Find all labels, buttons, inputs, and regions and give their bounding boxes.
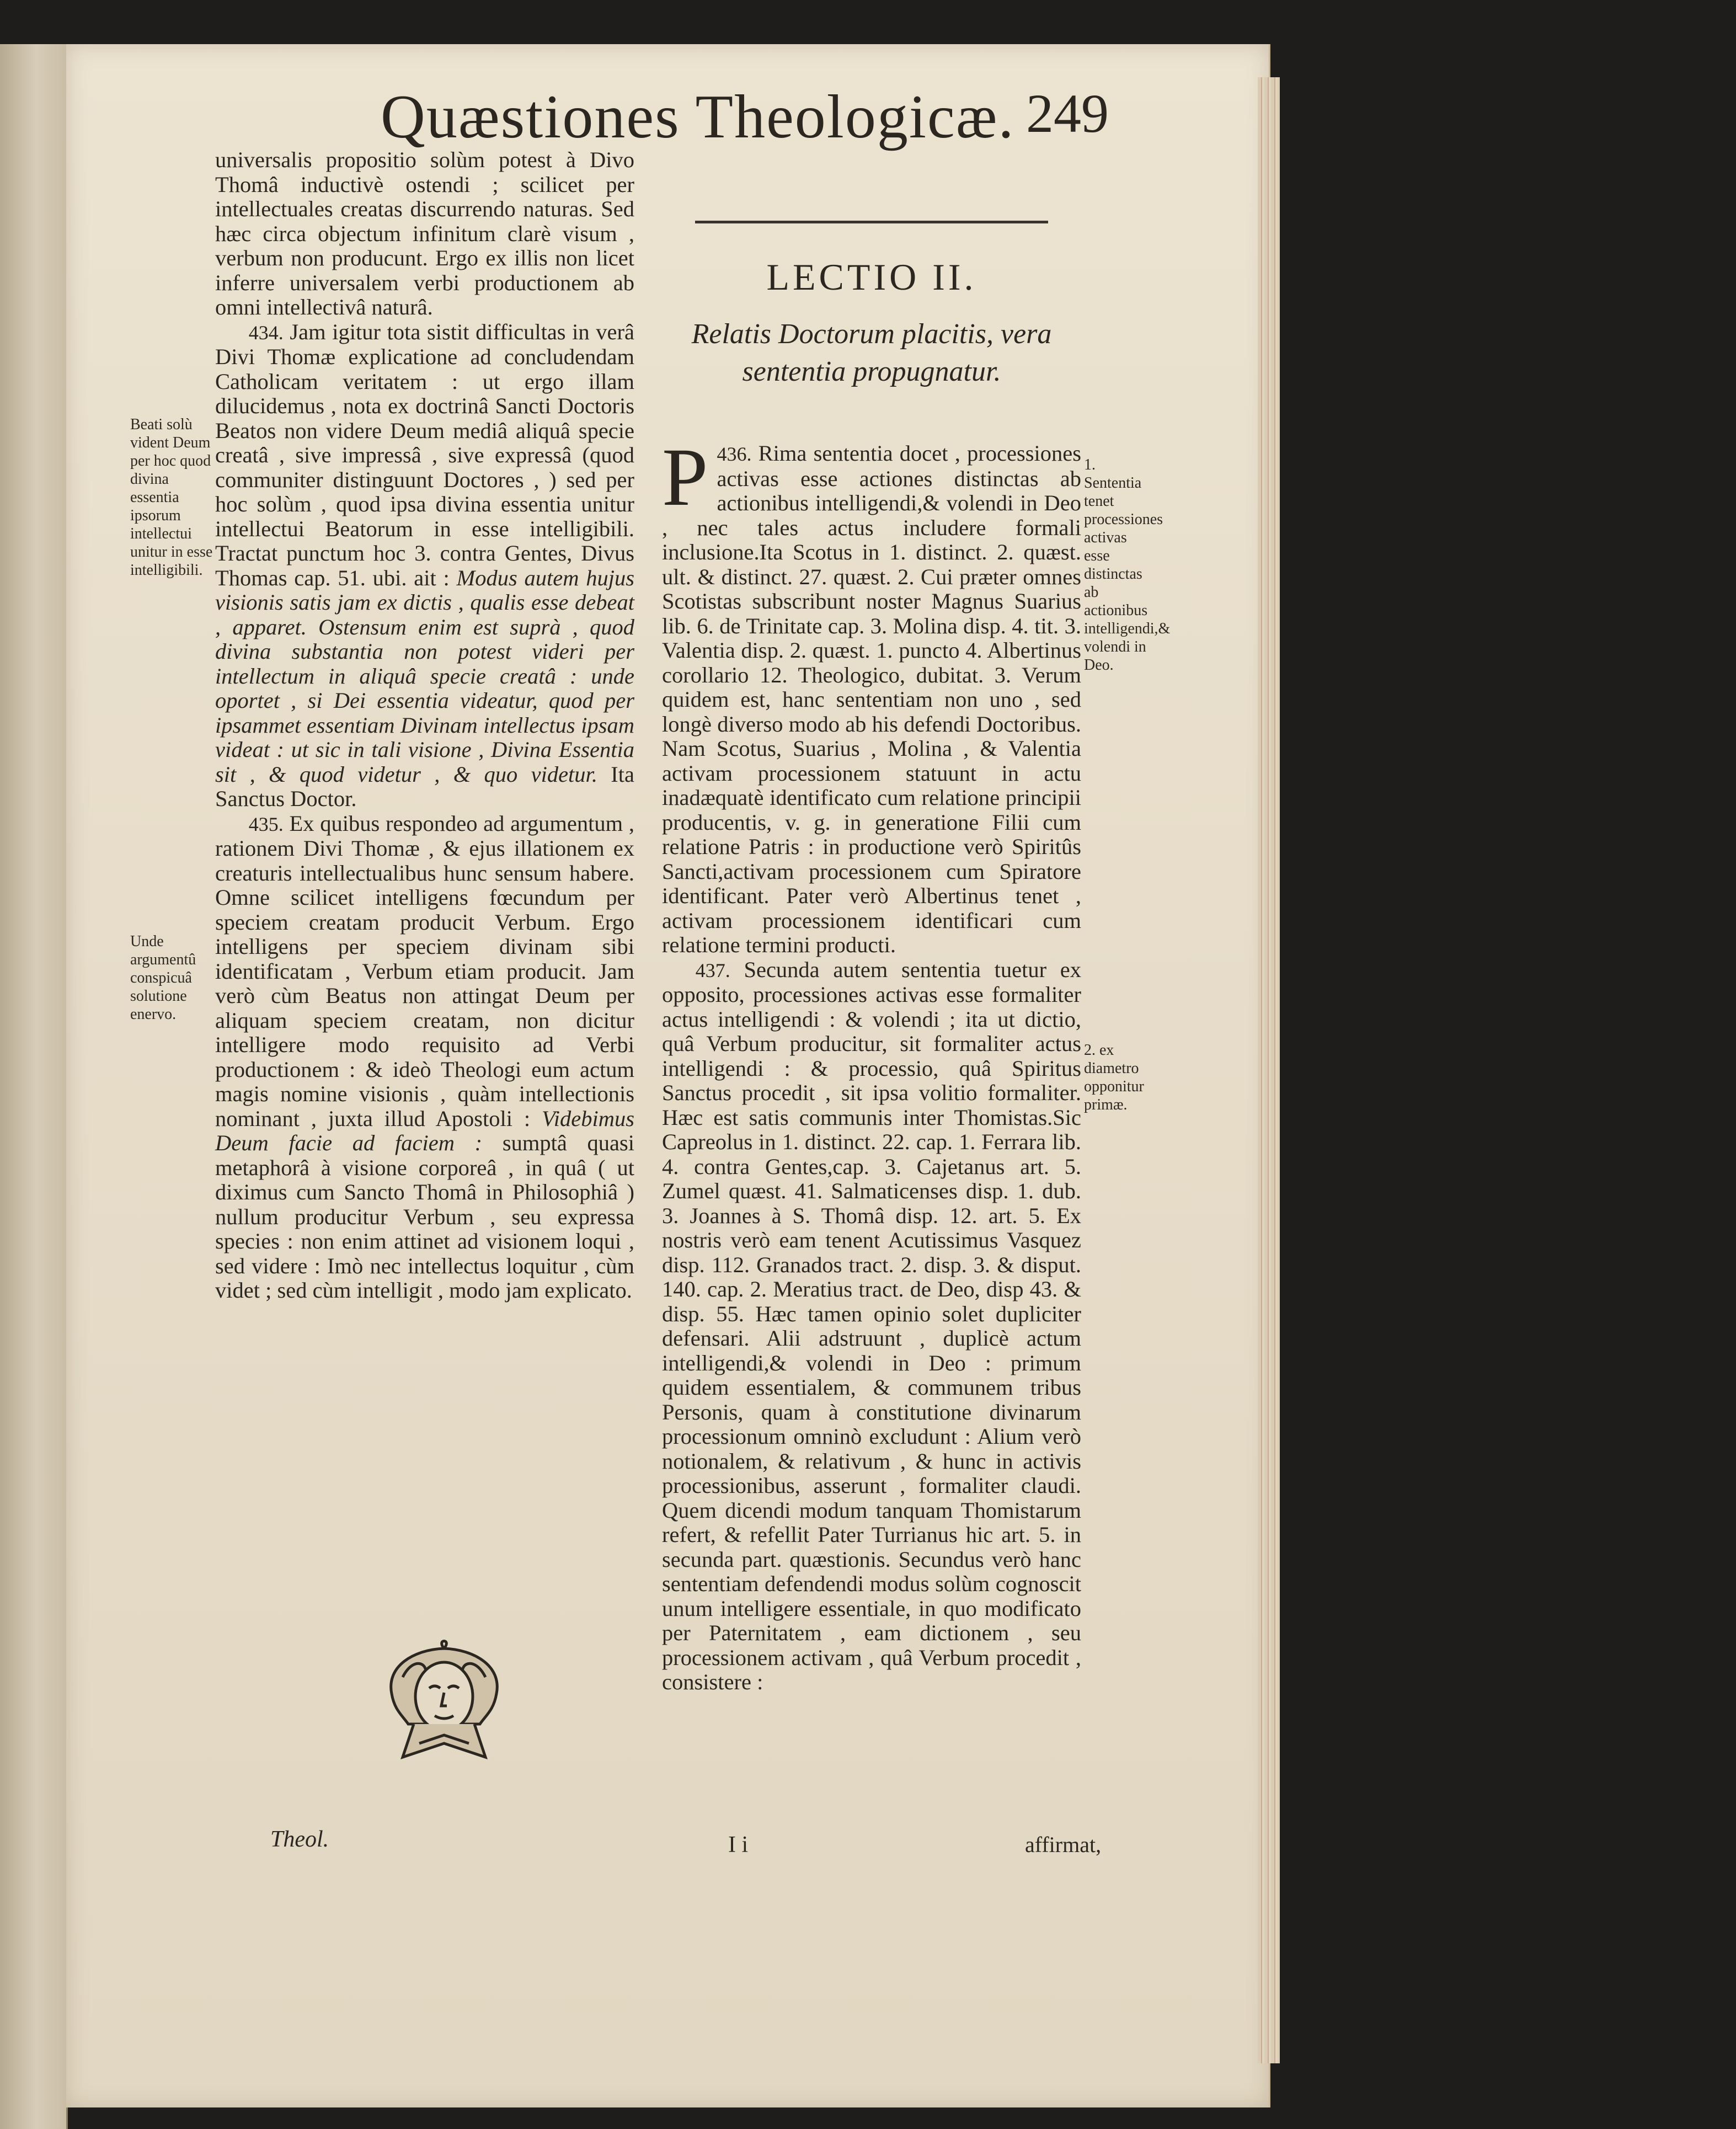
lectio-title: LECTIO II. (766, 256, 977, 298)
paragraph-number-434: 434. (248, 321, 284, 344)
margin-note-unde: Unde argumentû conspicuâ solutione enervo. (130, 933, 196, 1023)
right-paragraph-436 (662, 431, 1081, 958)
previous-page-edge (0, 44, 68, 2129)
paragraph-number-437: 437. (695, 959, 730, 981)
left-paragraph-435-text: Ex quibus respondeo ad argumentum , rationem Divi Thomæ , & ejus illationem ex creaturis intellectualibus hunc sensum habere. Omne scilicet intelligens fœcundum per speciem creatam producit Verbum. Ergo intelligens per speciem divinam sibi identificatam , Verbum etiam producit. Jam verò cùm Beatus non attingat Deum per aliquam speciem creatam, non dicitur intelligere modo requisito ad Verbi productionem : & ideò Theologi eum actum magis nomine visionis , quàm intellectionis nominant , juxta illud Apostoli : (215, 810, 634, 1131)
right-column (662, 431, 1082, 1870)
right-paragraph-437 (662, 958, 1081, 1695)
catchword: affirmat, (1025, 1832, 1102, 1857)
right-paragraph-437-text: Secunda autem sententia tuetur ex opposito, processiones activas esse formaliter actus intelligendi : & volendi ; ita ut dictio, quâ Verbum producitur, sit formaliter actus intelligendi : & processio, quâ Spiritus Sanctus procedit , sit ipsa volitio formaliter. Hæc est satis communis inter Thomistas.Sic Capreolus in 1. distinct. 22. cap. 1. Ferrara lib. 4. contra Gentes,cap. 3. Cajetanus art. 5. Zumel quæst. 41. Salmaticenses disp. 1. dub. 3. Joannes à S. Thomâ disp. 12. art. 5. Ex nostris verò eam tenent Acutissimus Vasquez disp. 112. Granados tract. 2. disp. 3. & disput. 140. cap. 2. Meratius tract. de Deo, disp 43. & disp. 55. Hæc tamen opinio solet dupliciter defensari. Alii adstruunt , duplicè actum intelligendi,& volendi in Deo : primum quidem essentialem, & communem tribus Personis, quam à constitutione divinarum processionum omninò excludunt : Alium verò notionalem, & relativum , & hunc in activis processionibus, asserunt , formaliter claudi. Quem dicendi modum tanquam Thomistarum refert, & refellit Pater Turrianus hic art. 5. in secunda part. quæstionis. Secundus verò hanc sententiam defendendi modus solùm cognoscit unum intelligere essentiale, in quo modificato per Paternitatem , eam dictionem , seu processionem activam , quâ Verbum procedit , consistere : (662, 957, 1082, 1694)
margin-note-secunda: 2. ex diametro opponitur primæ. (1084, 1042, 1144, 1113)
paragraph-number-436: 436. (717, 443, 752, 465)
left-paragraph-434-end: Ita Sanctus Doctor. (215, 761, 634, 811)
apostle-quote: Videbimus Deum facie ad faciem : (215, 1106, 634, 1155)
right-paragraph-436-text: Rima sententia docet , processiones activas esse actiones distinctas ab actionibus intelligendi,& volendi in Deo , nec tales actus includere formali inclusione.Ita Scotus in 1. distinct. 2. quæst. ult. & distinct. 27. quæst. 2. Cui præter omnes Scotistas subscribunt noster Magnus Suarius lib. 6. de Trinitate cap. 3. Molina disp. 4. tit. 3. Valentia disp. 2. quæst. 1. puncto 4. Albertinus corollario 12. Theologico, dubitat. 3. Verum quidem est, hanc sententiam non uno , sed longè diverso modo ab his defendi Doctoribus. Nam Scotus, Suarius , Molina , & Valentia activam processionem statuunt in actu inadæquatè identificato cum relatione principii producentis, v. g. in generatione Filii cum relatione Patris : in productione verò Spiritûs Sancti,activam processionem cum Spiratore identificant. Pater verò Albertinus tenet , activam processionem identificari cum relatione termini producti. (662, 441, 1081, 957)
left-paragraph-435-text-b: sumptâ quasi metaphorâ à visione corporeâ , in quâ ( ut diximus cum Sancto Thomâ in Philosophiâ ) nullum producitur Verbum , seu expressa species : non enim attinet ad visionem loqui , sed videre : Imò nec intellectus loquitur , cùm videt ; sed cùm intelligit , modo jam explicato. (215, 1130, 635, 1303)
lectio-heading (662, 221, 1081, 391)
page-stack-edge (1258, 77, 1280, 2063)
signature-mark: Theol. (270, 1827, 329, 1852)
left-paragraph-1 (215, 148, 634, 320)
left-paragraph-434 (215, 320, 634, 812)
left-paragraph-1-text: universalis propositio solùm potest à Divo Thomâ inductivè ostendi ; scilicet per intellectuales creatas discurrendo naturas. Sed hæc circa objectum infinitum clarè visum , verbum non producunt. Ergo ex illis non licet inferre universalem verbi productionem ab omni intellectivâ naturâ. (215, 147, 634, 319)
drop-cap: P (662, 431, 708, 523)
aquinas-quote: Modus autem hujus visionis satis jam ex dictis , qualis esse debeat , apparet. Ostensum enim est suprà , quod divina substantia non potest videri per intellectum in aliquâ specie creatâ : unde oportet , si Dei essentia videatur, quod per ipsammet essentiam Divinam intellectus ipsam videat : ut sic in tali visione , Divina Essentia sit , & quod videtur , & quo videtur. (215, 565, 634, 787)
margin-note-beati: Beati solù vident Deum per hoc quod divina essentia ipsorum intellectui unitur in esse intelligibili. (130, 416, 213, 579)
heading-rule (695, 221, 1048, 223)
left-paragraph-434-text: Jam igitur tota sistit difficultas in verâ Divi Thomæ explicatione ad concludendam Catholicam veritatem : ut ergo illam dilucidemus , nota ex doctrinâ Sancti Doctoris Beatos non videre Deum mediâ aliquâ specie creatâ , sive impressâ , sive expressâ (quod communiter distinguunt Doctores , ) sed per hoc solùm , quod ipsa divina essentia unitur intellectui Beatorum in esse intelligibili. Tractat punctum hoc 3. contra Gentes, Divus Thomas cap. 51. ubi. ait : (215, 319, 634, 590)
page-number: 249 (1026, 83, 1109, 144)
left-column (215, 148, 634, 1538)
left-paragraph-435 (215, 812, 634, 1303)
mask-face-ornament-icon (381, 1633, 508, 1765)
lectio-subtitle: Relatis Doctorum placitis, vera sententia propugnatur. (691, 318, 1052, 387)
running-head-title: Quæstiones Theologicæ. (381, 83, 1015, 151)
margin-note-prima-sententia: 1. Sententia tenet processiones activas esse distinctas ab actionibus intelligendi,& volendi in Deo. (1084, 456, 1171, 674)
paragraph-number-435: 435. (248, 813, 284, 835)
gathering-signature: I i (728, 1832, 749, 1858)
